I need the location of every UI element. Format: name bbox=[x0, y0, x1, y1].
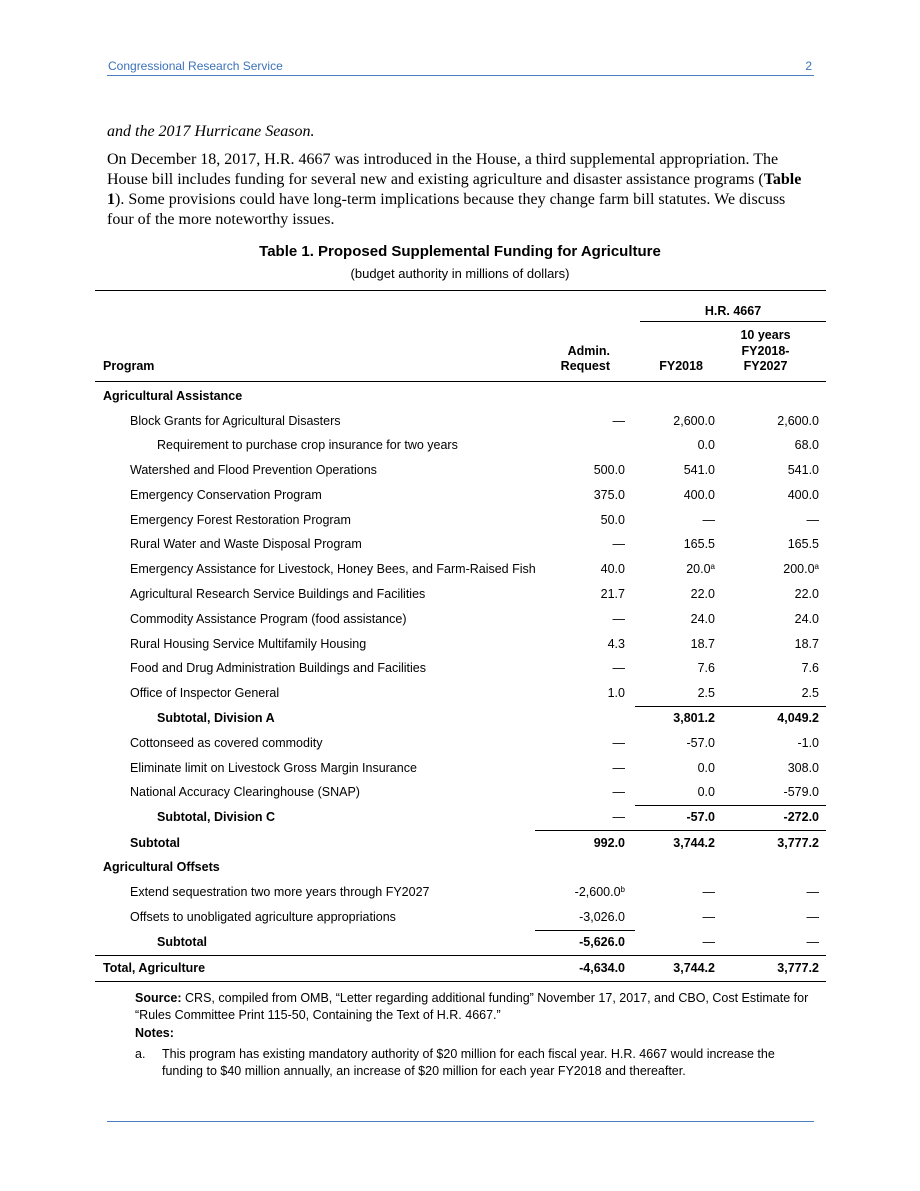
table-row bbox=[95, 706, 826, 731]
notes-label: Notes: bbox=[135, 1026, 174, 1040]
cell-fy2018: 165.5 bbox=[683, 537, 715, 551]
page-header bbox=[107, 58, 814, 76]
table-row bbox=[95, 681, 826, 706]
cell-admin: 4.3 bbox=[607, 637, 625, 651]
cell-admin: — bbox=[612, 736, 625, 750]
cell-admin: 375.0 bbox=[593, 488, 625, 502]
cell-10yr: -1.0 bbox=[797, 736, 819, 750]
cell-value: 20.0 bbox=[686, 562, 711, 576]
table-row bbox=[95, 508, 826, 533]
cell-10yr: 7.6 bbox=[801, 661, 819, 675]
cell-fy2018: 541.0 bbox=[683, 463, 715, 477]
table-reference: Table 1 bbox=[107, 171, 802, 208]
source-text: CRS, compiled from OMB, “Letter regarding additional funding” November 17, 2017, and CBO, Cost Estimate for “Rules Committee Print 115-50, Containing the Text of H.R. 4667.” bbox=[135, 991, 809, 1022]
footer-rule bbox=[107, 1121, 814, 1122]
table-row bbox=[95, 756, 826, 781]
table-row bbox=[95, 831, 826, 856]
table-row bbox=[95, 483, 826, 508]
row-label: Subtotal bbox=[157, 935, 207, 949]
row-label: Extend sequestration two more years through FY2027 bbox=[130, 885, 430, 899]
table-row bbox=[95, 905, 826, 930]
table-source bbox=[135, 990, 815, 1024]
table-row bbox=[95, 384, 826, 409]
table-row bbox=[95, 780, 826, 805]
cell-admin: -4,634.0 bbox=[579, 961, 625, 975]
table-row bbox=[95, 805, 826, 830]
group-header: H.R. 4667 bbox=[704, 304, 762, 318]
cell-10yr: 165.5 bbox=[787, 537, 819, 551]
table-title: Table 1. Proposed Supplemental Funding for Agriculture bbox=[259, 243, 661, 260]
row-label: Emergency Conservation Program bbox=[130, 488, 322, 502]
cell-admin: 50.0 bbox=[600, 513, 625, 527]
table-row bbox=[95, 607, 826, 632]
cell-admin: — bbox=[612, 810, 625, 824]
cell-fy2018: — bbox=[702, 910, 715, 924]
cell-fy2018: -57.0 bbox=[686, 810, 715, 824]
table-row bbox=[95, 930, 826, 955]
cell-fy2018: — bbox=[702, 885, 715, 899]
cell-admin: 1.0 bbox=[607, 686, 625, 700]
cell-value: 200.0 bbox=[783, 562, 815, 576]
row-label: Agricultural Research Service Buildings and Facilities bbox=[130, 587, 426, 601]
cell-fy2018: 0.0 bbox=[697, 438, 715, 452]
table-row bbox=[95, 956, 826, 981]
cell-admin: — bbox=[612, 612, 625, 626]
cell-admin: -3,026.0 bbox=[579, 910, 625, 924]
row-label: Requirement to purchase crop insurance for two years bbox=[157, 438, 458, 452]
cell-10yr: -272.0 bbox=[783, 810, 819, 824]
cell-10yr bbox=[783, 562, 819, 576]
col-admin-line2: Request bbox=[560, 359, 610, 373]
footnote-marker: a bbox=[814, 562, 819, 571]
row-label: Subtotal, Division A bbox=[157, 711, 275, 725]
table-top-rule bbox=[95, 290, 826, 291]
body-paragraph bbox=[107, 150, 807, 230]
cell-fy2018: 400.0 bbox=[683, 488, 715, 502]
table-row bbox=[95, 458, 826, 483]
table-row bbox=[95, 632, 826, 657]
cell-10yr: — bbox=[806, 513, 819, 527]
row-label: Block Grants for Agricultural Disasters bbox=[130, 414, 341, 428]
cell-admin: — bbox=[612, 785, 625, 799]
row-label: Food and Drug Administration Buildings and Facilities bbox=[130, 661, 426, 675]
cell-10yr: 3,777.2 bbox=[777, 836, 819, 850]
cell-fy2018: -57.0 bbox=[686, 736, 715, 750]
cell-10yr: 4,049.2 bbox=[777, 711, 819, 725]
cell-admin: -5,626.0 bbox=[579, 935, 625, 949]
cell-fy2018: 0.0 bbox=[697, 785, 715, 799]
cell-admin: 21.7 bbox=[600, 587, 625, 601]
note-item bbox=[135, 1046, 815, 1086]
row-label: Total, Agriculture bbox=[103, 961, 206, 975]
table-subtitle: (budget authority in millions of dollars) bbox=[350, 266, 570, 281]
cell-fy2018: 18.7 bbox=[690, 637, 715, 651]
table-row bbox=[95, 532, 826, 557]
row-label: Commodity Assistance Program (food assistance) bbox=[130, 612, 407, 626]
table-row bbox=[95, 880, 826, 905]
row-label: Offsets to unobligated agriculture appropriations bbox=[130, 910, 396, 924]
col-10yr-line3: FY2027 bbox=[743, 359, 788, 373]
table-row bbox=[95, 409, 826, 434]
footnote-marker: a bbox=[710, 562, 715, 571]
row-label: Watershed and Flood Prevention Operations bbox=[130, 463, 377, 477]
header-org: Congressional Research Service bbox=[108, 59, 283, 73]
cell-fy2018: 22.0 bbox=[690, 587, 715, 601]
cell-10yr: 3,777.2 bbox=[777, 961, 819, 975]
row-label: Eliminate limit on Livestock Gross Margin Insurance bbox=[130, 761, 417, 775]
group-header-rule bbox=[640, 321, 826, 322]
row-label: Rural Water and Waste Disposal Program bbox=[130, 537, 362, 551]
paragraph-after: ). Some provisions could have long-term implications because they change farm bill statutes. We discuss four of the more noteworthy issues. bbox=[107, 191, 786, 228]
section-heading: Agricultural Offsets bbox=[103, 860, 220, 874]
table-row bbox=[95, 731, 826, 756]
table-row bbox=[95, 855, 826, 880]
row-label: Office of Inspector General bbox=[130, 686, 280, 700]
cell-10yr: 22.0 bbox=[794, 587, 819, 601]
row-label: Subtotal bbox=[130, 836, 180, 850]
col-10yr-line2: FY2018- bbox=[741, 344, 790, 358]
cell-fy2018: 2,600.0 bbox=[673, 414, 715, 428]
note-marker: a. bbox=[135, 1047, 146, 1061]
cell-10yr: — bbox=[806, 885, 819, 899]
cell-10yr: 24.0 bbox=[794, 612, 819, 626]
col-10yr-line1: 10 years bbox=[740, 328, 791, 342]
col-admin-line1: Admin. bbox=[567, 344, 610, 358]
note-text: This program has existing mandatory authority of $20 million for each fiscal year. H.R. 4667 would increase the funding to $40 million annually, an increase of $20 million for each year FY2018 and thereafter. bbox=[162, 1047, 775, 1078]
cell-fy2018: 2.5 bbox=[697, 686, 715, 700]
row-label: Emergency Assistance for Livestock, Honey Bees, and Farm-Raised Fish bbox=[130, 562, 536, 576]
header-bottom-rule bbox=[95, 381, 826, 382]
cell-admin: — bbox=[612, 537, 625, 551]
cell-10yr: 68.0 bbox=[794, 438, 819, 452]
cell-admin bbox=[575, 885, 625, 899]
cell-value: -2,600.0 bbox=[574, 885, 621, 899]
cell-admin: 500.0 bbox=[593, 463, 625, 477]
cell-10yr: -579.0 bbox=[783, 785, 819, 799]
cell-10yr: — bbox=[806, 910, 819, 924]
col-program: Program bbox=[103, 359, 155, 373]
page-number: 2 bbox=[805, 59, 812, 73]
cell-10yr: — bbox=[806, 935, 819, 949]
cell-fy2018 bbox=[686, 562, 715, 576]
row-label: Subtotal, Division C bbox=[157, 810, 276, 824]
cell-10yr: 400.0 bbox=[787, 488, 819, 502]
cell-fy2018: — bbox=[702, 935, 715, 949]
cell-10yr: 2,600.0 bbox=[777, 414, 819, 428]
cell-10yr: 18.7 bbox=[794, 637, 819, 651]
footnote-marker: b bbox=[620, 885, 625, 894]
cell-fy2018: 3,801.2 bbox=[673, 711, 715, 725]
cell-10yr: 308.0 bbox=[787, 761, 819, 775]
col-fy2018: FY2018 bbox=[659, 359, 703, 373]
cell-fy2018: 7.6 bbox=[697, 661, 715, 675]
row-label: Cottonseed as covered commodity bbox=[130, 736, 323, 750]
cell-fy2018: 3,744.2 bbox=[673, 836, 715, 850]
section-heading: Agricultural Assistance bbox=[103, 389, 243, 403]
row-label: Rural Housing Service Multifamily Housing bbox=[130, 637, 367, 651]
source-label: Source: bbox=[135, 991, 182, 1005]
cell-admin: 40.0 bbox=[600, 562, 625, 576]
cell-10yr: 541.0 bbox=[787, 463, 819, 477]
intro-line: and the 2017 Hurricane Season. bbox=[107, 123, 315, 140]
row-label: National Accuracy Clearinghouse (SNAP) bbox=[130, 785, 360, 799]
paragraph-before: On December 18, 2017, H.R. 4667 was introduced in the House, a third supplemental appropriation. The House bill includes funding for several new and existing agriculture and disaster assistance programs ( bbox=[107, 151, 779, 188]
row-label: Emergency Forest Restoration Program bbox=[130, 513, 351, 527]
cell-admin: — bbox=[612, 761, 625, 775]
table-row bbox=[95, 557, 826, 582]
table-row bbox=[95, 433, 826, 458]
table-bottom-rule bbox=[95, 981, 826, 982]
cell-fy2018: — bbox=[702, 513, 715, 527]
cell-fy2018: 3,744.2 bbox=[673, 961, 715, 975]
cell-10yr: 2.5 bbox=[801, 686, 819, 700]
cell-admin: 992.0 bbox=[593, 836, 625, 850]
cell-fy2018: 24.0 bbox=[690, 612, 715, 626]
table-row bbox=[95, 656, 826, 681]
table-row bbox=[95, 582, 826, 607]
cell-admin: — bbox=[612, 414, 625, 428]
cell-admin: — bbox=[612, 661, 625, 675]
cell-fy2018: 0.0 bbox=[697, 761, 715, 775]
